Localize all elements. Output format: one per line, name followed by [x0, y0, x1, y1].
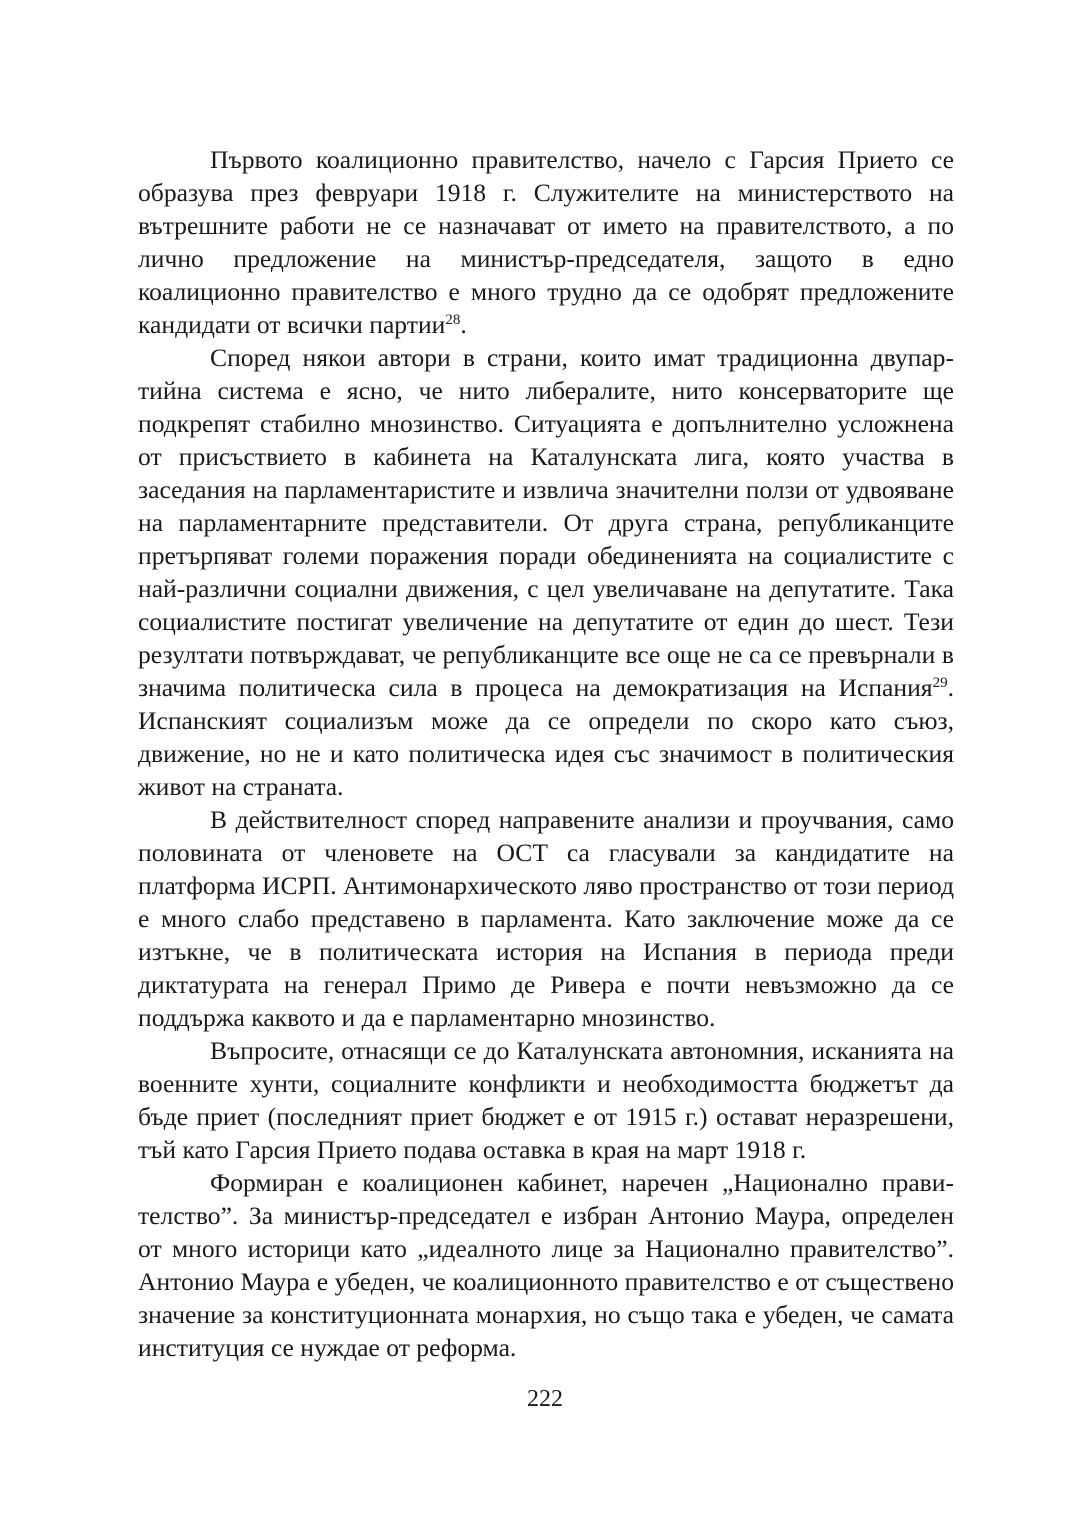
paragraph-1	[138, 143, 954, 341]
paragraph-4	[138, 1034, 954, 1166]
paragraph-text: В действителност според направените анализи и проучвания, само половината от членовете на ОСТ са гласували за кандидатите на платформа ИСРП. Антимонархическото ляво пространство от този период е много слабо представено в парламента. Като заключение може да се изтъкне, че в политическата история на Испания в периода преди диктатурата на генерал Примо де Ривера е почти невъзможно да се поддържа каквото и да е парламентарно мнозинство.	[138, 805, 954, 1032]
paragraph-3	[138, 803, 954, 1034]
footnote-reference: 29	[932, 675, 948, 691]
paragraph-text: Формиран е коалиционен кабинет, наречен „Национално правителство”. За министър-председател е избран Антонио Маура, определен от много историци като „идеалното лице за Национално правителство”. Антонио Маура е убеден, че коалиционното правителство е от съществено значение за конституционната монархия, но също така е убеден, че самата институция се нуждае от реформа.	[138, 1168, 954, 1362]
paragraph-5	[138, 1166, 954, 1364]
page-number: 222	[527, 1386, 563, 1412]
paragraph-tail: .	[460, 310, 467, 339]
paragraph-text: Според някои автори в страни, които имат традиционна двупартийна система е ясно, че нито либералите, нито консерваторите ще подкрепят стабилно мнозинство. Ситуацията е допълнително усложнена от присъствието в кабинета на Каталунската лига, която участва в заседания на парламентаристите и извлича значителни ползи от удвояване на парламентарните представители. От друга страна, републиканците претърпяват големи поражения поради обединенията на социалистите с най-различни социални движения, с цел увеличаване на депутатите. Така социалистите постигат увеличение на депутатите от един до шест. Тези резултати потвърждават, че републиканците все още не са се превърнали в значима политическа сила в процеса на демократизация на Испания	[138, 343, 954, 702]
paragraph-2	[138, 341, 954, 803]
paragraph-text: Първото коалиционно правителство, начело с Гарсия Прието се образува през февруари 1918 г. Служителите на министерството на вътрешните работи не се назначават от името на правителството, а по лично предложение на министър-председателя, защото в едно коалиционно правителство е много трудно да се одобрят предложените кандидати от всички партии	[138, 145, 954, 339]
paragraph-text: Въпросите, отнасящи се до Каталунската автономния, исканията на военните хунти, социалните конфликти и необходимостта бюджетът да бъде приет (последният приет бюджет е от 1915 г.) остават неразрешени, тъй като Гарсия Прието подава оставка в края на март 1918 г.	[138, 1036, 954, 1164]
body-text	[138, 143, 954, 1364]
paragraph-tail: . Испанският социализъм може да се определи по скоро като съюз, движение, но не и като политическа идея със значимост в политическия живот на страната.	[138, 673, 954, 801]
footnote-reference: 28	[445, 312, 461, 328]
